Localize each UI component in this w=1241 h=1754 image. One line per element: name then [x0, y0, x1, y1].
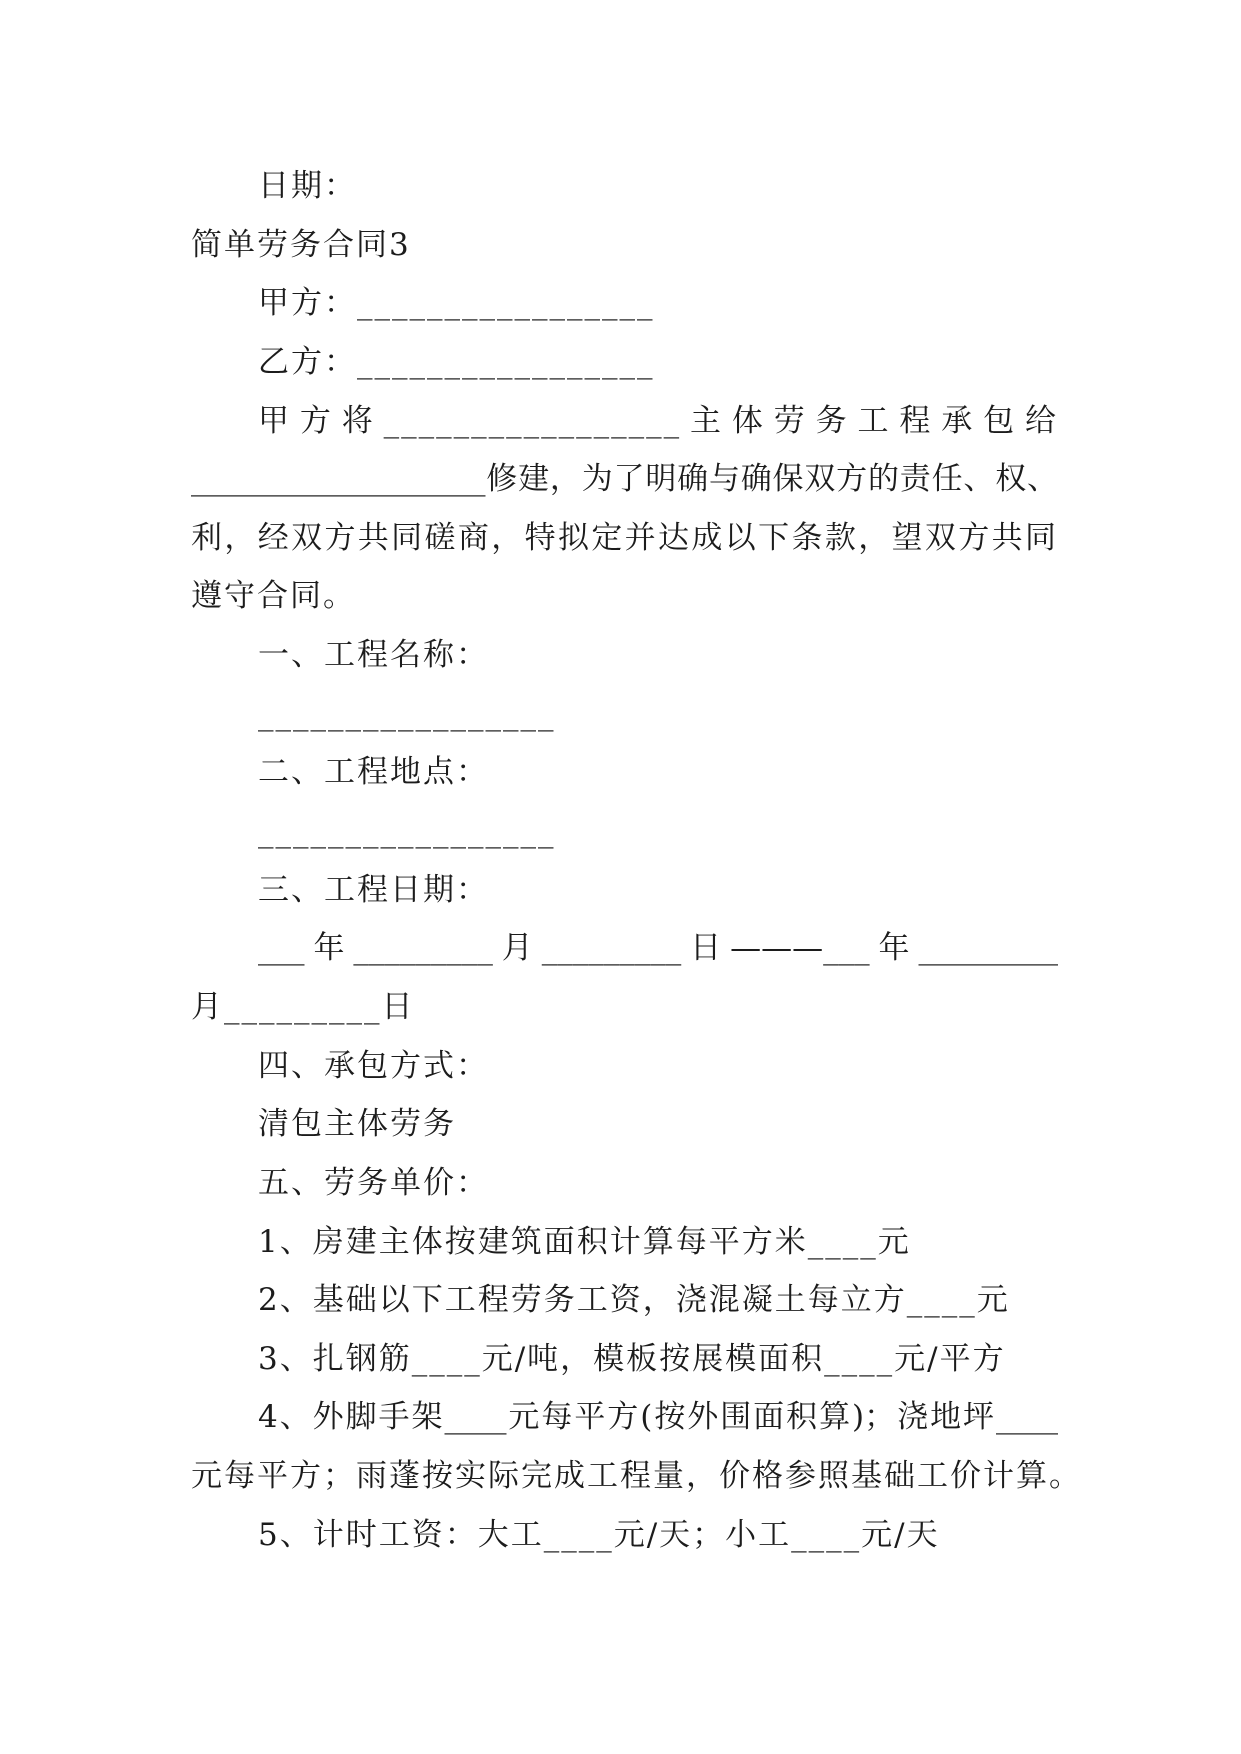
unit-price-item: 2、基础以下工程劳务工资，浇混凝土每立方____元 — [258, 1282, 1010, 1319]
section-2-heading: 二、工程地点： — [258, 754, 489, 791]
section-1-heading: 一、工程名称： — [258, 637, 489, 674]
section-4-heading: 四、承包方式： — [258, 1047, 489, 1084]
project-date-line: ___年_________月_________日———___年_________ — [258, 930, 1058, 967]
party-a-line: 甲方：_________________ — [258, 285, 655, 322]
date-label: 日期： — [258, 168, 357, 204]
contract-method-value: 清包主体劳务 — [258, 1106, 456, 1143]
unit-price-item-continuation: 元每平方；雨蓬按实际完成工程量，价格参照基础工价计算。 — [191, 1458, 1082, 1495]
preamble-line: 利，经双方共同磋商，特拟定并达成以下条款，望双方共同 — [191, 519, 1058, 556]
preamble-line: 遵守合同。 — [191, 578, 356, 615]
unit-price-item: 5、计时工资：大工____元/天；小工____元/天 — [258, 1516, 940, 1553]
section-3-heading: 三、工程日期： — [258, 871, 489, 908]
project-name-blank: _________________ — [258, 695, 556, 732]
unit-price-item: 1、房建主体按建筑面积计算每平方米____元 — [258, 1223, 911, 1260]
project-date-line: 月_________日 — [191, 988, 415, 1025]
unit-price-item: 3、扎钢筋____元/吨，模板按展模面积____元/平方 — [258, 1340, 1006, 1377]
preamble-line: ___________________修建，为了明确与确保双方的责任、权、 — [191, 461, 1058, 498]
party-b-line: 乙方：_________________ — [258, 343, 655, 380]
preamble-line: 甲方将_________________主体劳务工程承包给 — [258, 402, 1058, 439]
unit-price-item: 4、外脚手架____元每平方(按外围面积算)；浇地坪____ — [258, 1399, 1058, 1436]
project-location-blank: _________________ — [258, 813, 556, 850]
contract-title: 简单劳务合同3 — [191, 226, 411, 263]
contract-document — [191, 157, 1082, 1564]
section-5-heading: 五、劳务单价： — [258, 1164, 489, 1201]
